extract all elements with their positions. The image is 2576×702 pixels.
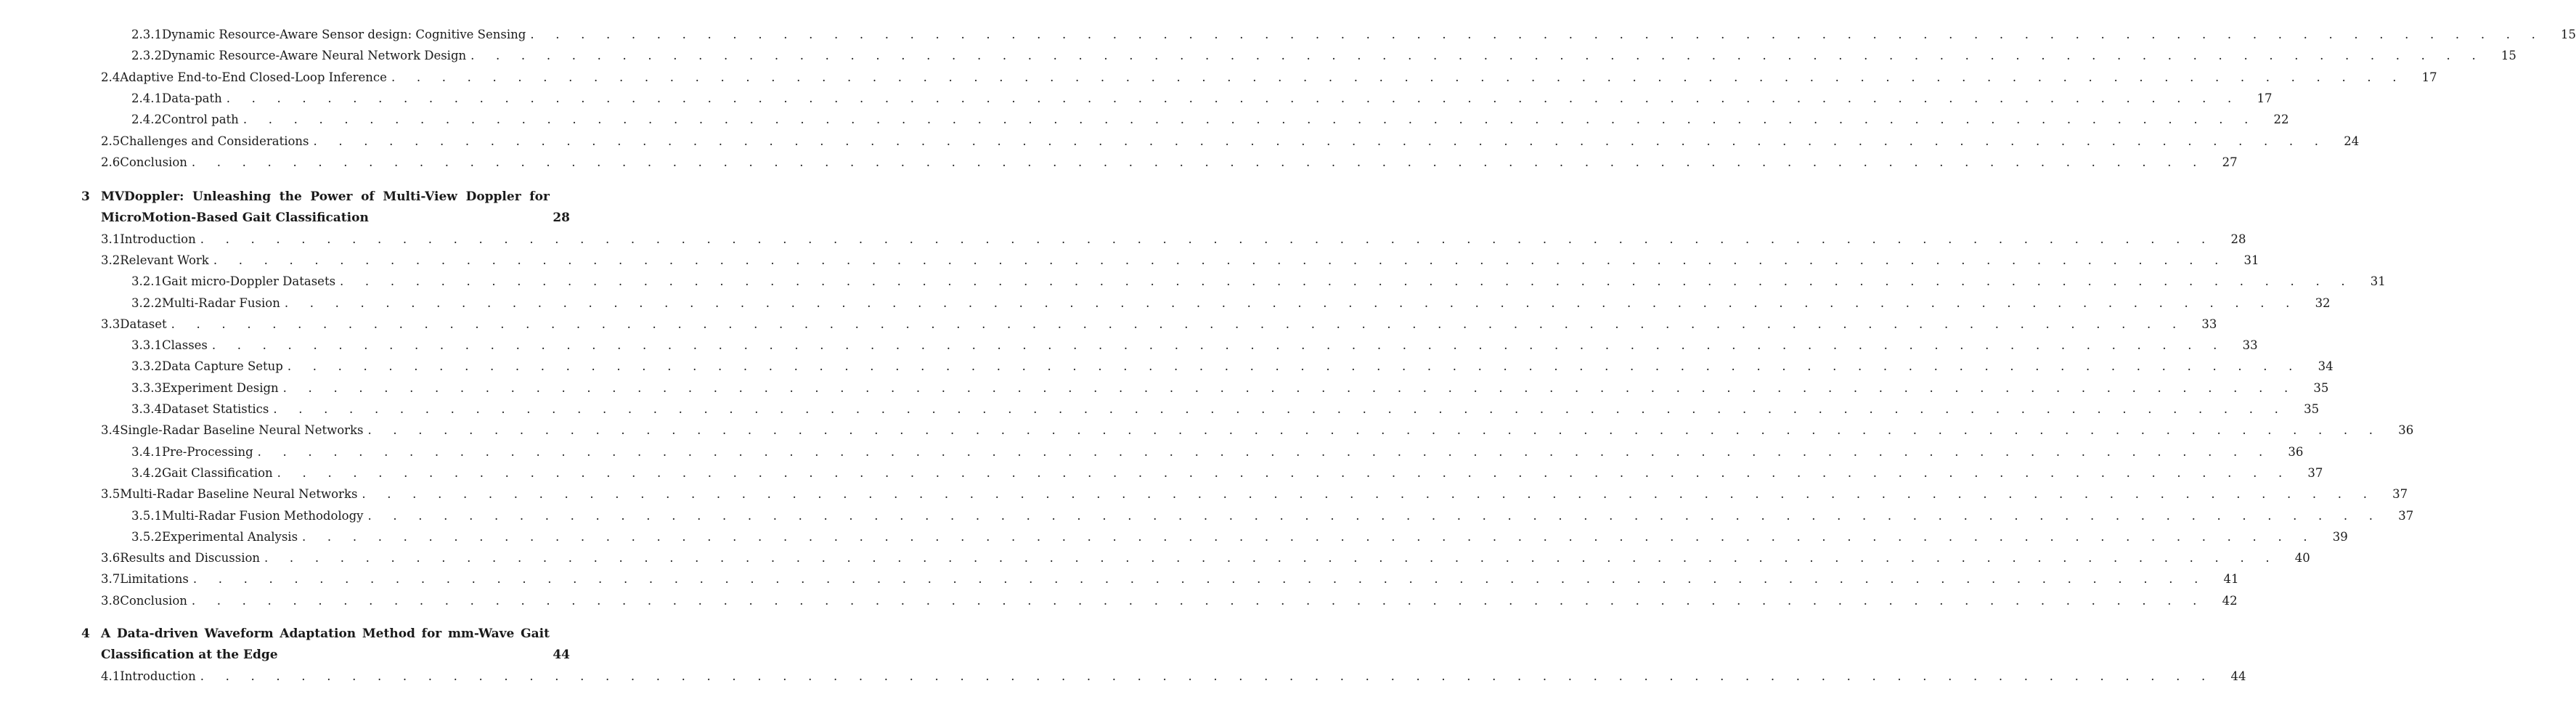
- section-title: Conclusion: [120, 593, 187, 608]
- spacer: [278, 646, 553, 664]
- chapter-title-word: the: [279, 189, 302, 204]
- section-number: 3.5.2: [131, 529, 162, 544]
- chapter-title-word: Waveform: [204, 627, 274, 641]
- section-title: Dataset: [120, 317, 167, 331]
- section-number: 3.5.1: [131, 508, 162, 523]
- chapter-title-word: Adaptation: [280, 627, 356, 641]
- toc-entry[interactable]: [131, 507, 2414, 525]
- section-number: 3.1: [101, 232, 121, 246]
- section-title: Control path: [161, 113, 239, 127]
- chapter-title-word: MVDoppler:: [101, 189, 184, 204]
- section-number: 3.8: [101, 593, 121, 608]
- toc-entry[interactable]: [131, 295, 2331, 312]
- section-number: 2.4.2: [131, 113, 162, 127]
- toc-entry[interactable]: [101, 252, 2259, 269]
- section-title: Dynamic Resource-Aware Neural Network Design: [161, 49, 467, 63]
- section-number: 3.4.1: [131, 444, 162, 459]
- section-number: 3.5: [101, 487, 121, 502]
- chapter-page-number: 44: [553, 648, 570, 663]
- chapter-title-line-2[interactable]: [101, 209, 570, 226]
- section-number: 2.3.1: [131, 28, 162, 41]
- dot-leader: . . . . . . . . . . . . . . . . . . . . . . . . . . . . . . . . . . . . . . . . . . . . . . . . . . . . . . . . . . . . . . . . . . . . . . . . . . . . . . . .: [191, 155, 2206, 169]
- toc-entry[interactable]: [131, 337, 2258, 354]
- page-number: 37: [2398, 508, 2414, 523]
- toc-entry[interactable]: [101, 154, 2238, 171]
- page-number: 33: [2201, 317, 2217, 331]
- dot-leader: . . . . . . . . . . . . . . . . . . . . . . . . . . . . . . . . . . . . . . . . . . . . . . . . . . . . . . . . . . . . . . . . . . . . . . . . . . . . . . . .: [200, 232, 2214, 246]
- chapter-title-word: Multi-View: [383, 189, 457, 204]
- section-title: Introduction: [120, 232, 196, 246]
- page-number: 31: [2243, 253, 2259, 267]
- chapter-title-line-1[interactable]: [101, 625, 550, 642]
- dot-leader: . . . . . . . . . . . . . . . . . . . . . . . . . . . . . . . . . . . . . . . . . . . . . . . . . . . . . . . . . . . . . . . . . . . . . . . . . . . . . . . .: [282, 380, 2297, 395]
- page-number: 31: [2370, 274, 2386, 289]
- page-number: 27: [2222, 155, 2238, 169]
- dot-leader: . . . . . . . . . . . . . . . . . . . . . . . . . . . . . . . . . . . . . . . . . . . . . . . . . . . . . . . . . . . . . . . . . . . . . . . . . . . . . . . .: [287, 359, 2302, 374]
- dot-leader: . . . . . . . . . . . . . . . . . . . . . . . . . . . . . . . . . . . . . . . . . . . . . . . . . . . . . . . . . . . . . . . . . . . . . . . . . . . . . . . .: [362, 487, 2376, 502]
- chapter-title-word: Doppler: [465, 189, 521, 204]
- section-title: Single-Radar Baseline Neural Networks: [120, 423, 364, 438]
- toc-entry[interactable]: [101, 486, 2408, 503]
- dot-leader: . . . . . . . . . . . . . . . . . . . . . . . . . . . . . . . . . . . . . . . . . . . . . . . . . . . . . . . . . . . . . . . . . . . . . . . . . . . . . . . .: [264, 551, 2278, 566]
- section-number: 3.7: [101, 572, 121, 587]
- toc-entry[interactable]: [101, 231, 2246, 248]
- page-number: 33: [2242, 338, 2258, 353]
- dot-leader: . . . . . . . . . . . . . . . . . . . . . . . . . . . . . . . . . . . . . . . . . . . . . . . . . . . . . . . . . . . . . . . . . . . . . . . . . . . . . . . .: [257, 444, 2272, 459]
- chapter-title-word: Method: [362, 627, 415, 641]
- dot-leader: . . . . . . . . . . . . . . . . . . . . . . . . . . . . . . . . . . . . . . . . . . . . . . . . . . . . . . . . . . . . . . . . . . . . . . . . . . . . . . . .: [192, 572, 2207, 587]
- section-number: 3.2: [101, 253, 121, 267]
- section-number: 3.3.4: [131, 402, 162, 416]
- page-number: 35: [2304, 402, 2320, 416]
- chapter-title-word: Power: [310, 189, 353, 204]
- chapter-title-word: A: [101, 627, 111, 641]
- section-number: 3.3.2: [131, 359, 162, 374]
- section-title: Pre-Processing: [161, 444, 253, 459]
- section-number: 3.3.3: [131, 380, 162, 395]
- page-number: 44: [2230, 669, 2246, 683]
- section-title: Results and Discussion: [120, 551, 261, 566]
- section-number: 3.4: [101, 423, 121, 438]
- section-number: 2.5: [101, 134, 121, 148]
- dot-leader: . . . . . . . . . . . . . . . . . . . . . . . . . . . . . . . . . . . . . . . . . . . . . . . . . . . . . . . . . . . . . . . . . . . . . . . . . . . . . . . .: [200, 669, 2214, 683]
- page-number: 36: [2398, 423, 2414, 438]
- section-title: Dynamic Resource-Aware Sensor design: Cognitive Sensing: [161, 28, 526, 41]
- chapter-number: 4: [81, 627, 90, 641]
- dot-leader: . . . . . . . . . . . . . . . . . . . . . . . . . . . . . . . . . . . . . . . . . . . . . . . . . . . . . . . . . . . . . . . . . . . . . . . . . . . . . . . .: [191, 593, 2206, 608]
- dot-leader: . . . . . . . . . . . . . . . . . . . . . . . . . . . . . . . . . . . . . . . . . . . . . . . . . . . . . . . . . . . . . . . . . . . . . . . . . . . . . . . .: [242, 113, 2257, 127]
- section-title: Multi-Radar Fusion: [161, 295, 280, 310]
- toc-entry[interactable]: [131, 90, 2273, 107]
- section-title: Experimental Analysis: [161, 529, 298, 544]
- section-number: 3.3.1: [131, 338, 162, 353]
- dot-leader: . . . . . . . . . . . . . . . . . . . . . . . . . . . . . . . . . . . . . . . . . . . . . . . . . . . . . . . . . . . . . . . . . . . . . . . . . . . . . . . .: [277, 465, 2291, 480]
- toc-entry[interactable]: [131, 26, 2576, 44]
- section-title: Relevant Work: [120, 253, 209, 267]
- toc-entry[interactable]: [101, 422, 2414, 439]
- page-number: 40: [2294, 551, 2310, 566]
- chapter-title-continued: Classification at the Edge: [101, 648, 278, 663]
- chapter-title-continued: MicroMotion-Based Gait Classification: [101, 211, 369, 226]
- chapter-title-word: for: [529, 189, 550, 204]
- page-number: 15: [2561, 28, 2576, 41]
- dot-leader: . . . . . . . . . . . . . . . . . . . . . . . . . . . . . . . . . . . . . . . . . . . . . . . . . . . . . . . . . . . . . . . . . . . . . . . . . . . . . . . .: [302, 529, 2316, 544]
- section-title: Introduction: [120, 669, 196, 683]
- toc-entry[interactable]: [131, 465, 2323, 482]
- page-number: 37: [2392, 487, 2408, 502]
- section-title: Gait Classification: [161, 465, 273, 480]
- chapter-title-word: of: [361, 189, 375, 204]
- section-title: Experiment Design: [161, 380, 279, 395]
- page-number: 37: [2307, 465, 2323, 480]
- dot-leader: . . . . . . . . . . . . . . . . . . . . . . . . . . . . . . . . . . . . . . . . . . . . . . . . . . . . . . . . . . . . . . . . . . . . . . . . . . . . . . . .: [391, 70, 2405, 84]
- toc-entry[interactable]: [131, 358, 2334, 375]
- section-title: Challenges and Considerations: [120, 134, 309, 148]
- dot-leader: . . . . . . . . . . . . . . . . . . . . . . . . . . . . . . . . . . . . . . . . . . . . . . . . . . . . . . . . . . . . . . . . . . . . . . . . . . . . . . . .: [367, 508, 2382, 523]
- section-number: 2.6: [101, 155, 121, 169]
- dot-leader: . . . . . . . . . . . . . . . . . . . . . . . . . . . . . . . . . . . . . . . . . . . . . . . . . . . . . . . . . . . . . . . . . . . . . . . . . . . . . . . .: [273, 402, 2288, 416]
- toc-entry[interactable]: [131, 273, 2386, 290]
- toc-entry[interactable]: [101, 550, 2310, 567]
- section-title: Multi-Radar Fusion Methodology: [161, 508, 364, 523]
- toc-entry[interactable]: [131, 401, 2320, 418]
- toc-entry[interactable]: [101, 668, 2246, 685]
- section-number: 4.1: [101, 669, 121, 683]
- chapter-title-word: for: [421, 627, 442, 641]
- page-number: 22: [2273, 113, 2289, 127]
- chapter-number: 3: [81, 189, 90, 204]
- page-number: 28: [2230, 232, 2246, 246]
- section-title: Dataset Statistics: [161, 402, 269, 416]
- toc-entry[interactable]: [101, 69, 2437, 86]
- toc-entry[interactable]: [131, 380, 2329, 397]
- section-title: Classes: [161, 338, 208, 353]
- section-title: Data-path: [161, 91, 222, 105]
- chapter-title-line-2[interactable]: [101, 646, 570, 664]
- page-number: 35: [2313, 380, 2329, 395]
- dot-leader: . . . . . . . . . . . . . . . . . . . . . . . . . . . . . . . . . . . . . . . . . . . . . . . . . . . . . . . . . . . . . . . . . . . . . . . . . . . . . . . .: [284, 295, 2299, 310]
- spacer: [369, 209, 553, 226]
- page-number: 39: [2332, 529, 2348, 544]
- toc-entry[interactable]: [131, 444, 2304, 461]
- toc-entry[interactable]: [101, 316, 2217, 333]
- section-number: 3.6: [101, 551, 121, 566]
- toc-entry[interactable]: [131, 111, 2289, 128]
- section-title: Limitations: [120, 572, 189, 587]
- section-title: Data Capture Setup: [161, 359, 283, 374]
- page-number: 42: [2222, 593, 2238, 608]
- section-number: 3.2.2: [131, 295, 162, 310]
- chapter-page-number: 28: [553, 211, 570, 226]
- section-number: 2.3.2: [131, 49, 162, 63]
- toc-entry[interactable]: [131, 47, 2516, 65]
- dot-leader: . . . . . . . . . . . . . . . . . . . . . . . . . . . . . . . . . . . . . . . . . . . . . . . . . . . . . . . . . . . . . . . . . . . . . . . . . . . . . . . .: [530, 28, 2545, 41]
- dot-leader: . . . . . . . . . . . . . . . . . . . . . . . . . . . . . . . . . . . . . . . . . . . . . . . . . . . . . . . . . . . . . . . . . . . . . . . . . . . . . . . .: [313, 134, 2328, 148]
- section-number: 3.4.2: [131, 465, 162, 480]
- dot-leader: . . . . . . . . . . . . . . . . . . . . . . . . . . . . . . . . . . . . . . . . . . . . . . . . . . . . . . . . . . . . . . . . . . . . . . . . . . . . . . . .: [367, 423, 2382, 438]
- page-number: 15: [2500, 49, 2516, 63]
- page-number: 34: [2318, 359, 2334, 374]
- page-number: 17: [2257, 91, 2273, 105]
- chapter-title-word: mm-Wave: [447, 627, 515, 641]
- section-title: Adaptive End-to-End Closed-Loop Inference: [120, 70, 387, 84]
- toc-entry[interactable]: [131, 528, 2348, 546]
- section-title: Multi-Radar Baseline Neural Networks: [120, 487, 358, 502]
- section-number: 2.4: [101, 70, 121, 84]
- section-number: 3.3: [101, 317, 121, 331]
- section-number: 3.2.1: [131, 274, 162, 289]
- dot-leader: . . . . . . . . . . . . . . . . . . . . . . . . . . . . . . . . . . . . . . . . . . . . . . . . . . . . . . . . . . . . . . . . . . . . . . . . . . . . . . . .: [340, 274, 2354, 289]
- dot-leader: . . . . . . . . . . . . . . . . . . . . . . . . . . . . . . . . . . . . . . . . . . . . . . . . . . . . . . . . . . . . . . . . . . . . . . . . . . . . . . . .: [211, 338, 2226, 353]
- page-number: 24: [2344, 134, 2360, 148]
- page-number: 41: [2223, 572, 2239, 587]
- chapter-title-word: Data-driven: [116, 627, 198, 641]
- chapter-title-word: Gait: [521, 627, 550, 641]
- page-number: 32: [2315, 295, 2331, 310]
- section-title: Gait micro-Doppler Datasets: [161, 274, 336, 289]
- section-title: Conclusion: [120, 155, 187, 169]
- toc-entry[interactable]: [101, 592, 2238, 610]
- dot-leader: . . . . . . . . . . . . . . . . . . . . . . . . . . . . . . . . . . . . . . . . . . . . . . . . . . . . . . . . . . . . . . . . . . . . . . . . . . . . . . . .: [470, 49, 2485, 63]
- page-number: 17: [2421, 70, 2437, 84]
- chapter-title-line-1[interactable]: [101, 188, 550, 205]
- toc-entry[interactable]: [101, 571, 2239, 588]
- section-number: 2.4.1: [131, 91, 162, 105]
- dot-leader: . . . . . . . . . . . . . . . . . . . . . . . . . . . . . . . . . . . . . . . . . . . . . . . . . . . . . . . . . . . . . . . . . . . . . . . . . . . . . . . .: [171, 317, 2185, 331]
- chapter-title-word: Unleashing: [192, 189, 272, 204]
- dot-leader: . . . . . . . . . . . . . . . . . . . . . . . . . . . . . . . . . . . . . . . . . . . . . . . . . . . . . . . . . . . . . . . . . . . . . . . . . . . . . . . .: [213, 253, 2227, 267]
- dot-leader: . . . . . . . . . . . . . . . . . . . . . . . . . . . . . . . . . . . . . . . . . . . . . . . . . . . . . . . . . . . . . . . . . . . . . . . . . . . . . . . .: [226, 91, 2241, 105]
- page-number: 36: [2288, 444, 2304, 459]
- toc-entry[interactable]: [101, 133, 2360, 150]
